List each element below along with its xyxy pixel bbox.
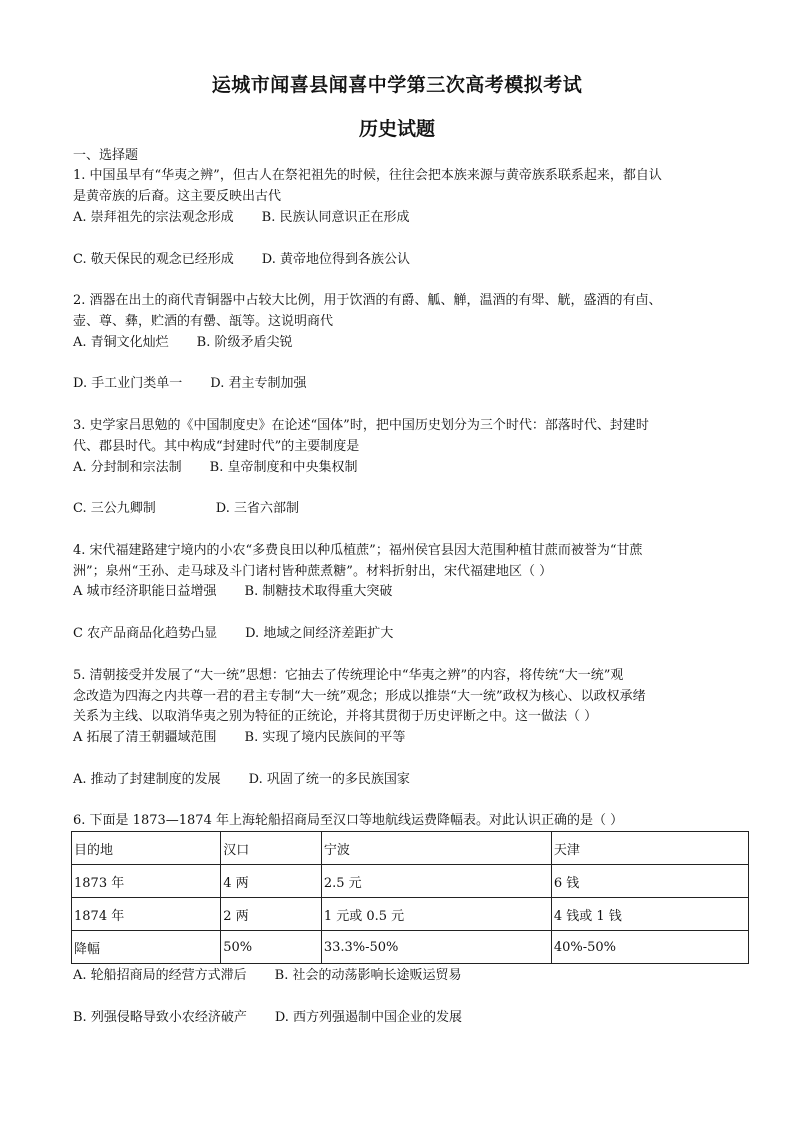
section-heading: 一、选择题 (73, 148, 139, 163)
q5-option-b: B. 实现了境内民族间的平等 (244, 730, 406, 745)
q2-stem-line-1: 2. 酒器在出土的商代青铜器中占较大比例，用于饮酒的有爵、觚、觯，温酒的有斝、觥，盛酒的有卣、 (73, 293, 662, 308)
table-cell: 降幅 (72, 931, 221, 964)
q2-option-b: B. 阶级矛盾尖锐 (196, 335, 293, 350)
table-cell: 4 两 (221, 865, 322, 898)
table-cell: 2.5 元 (321, 865, 551, 898)
table-cell: 2 两 (221, 898, 322, 931)
q4-option-c: C 农产品商品化趋势凸显 (73, 626, 218, 641)
q6-stem-line-1: 6. 下面是 1873—1874 年上海轮船招商局至汉口等地航线运费降幅表。对此认识正确的是（ ） (73, 813, 624, 828)
q6-option-a: A. 轮船招商局的经营方式滞后 (73, 968, 247, 983)
q4-options-row-1 (73, 584, 392, 600)
q5-option-a: A 拓展了清王朝疆域范围 (73, 730, 217, 745)
q1-option-c: C. 敬天保民的观念已经形成 (73, 252, 234, 267)
q6-option-b: B. 社会的动荡影响长途贩运贸易 (274, 968, 462, 983)
table-header-row (72, 832, 749, 865)
q5-stem-line-3: 关系为主线、以取消华夷之别为特征的正统论，并将其贯彻于历史评断之中。这一做法（ ） (73, 709, 598, 724)
q3-options-row-1 (73, 460, 357, 476)
q1-stem-line-2: 是黄帝族的后裔。这主要反映出古代 (73, 189, 282, 204)
table-cell: 1874 年 (72, 898, 221, 931)
q6-options-row-1 (73, 968, 461, 984)
q5-option-d: D. 巩固了统一的多民族国家 (248, 772, 410, 787)
q1-option-b: B. 民族认同意识正在形成 (261, 210, 410, 225)
q3-options-row-2 (73, 501, 299, 517)
q3-option-b: B. 皇帝制度和中央集权制 (209, 460, 358, 475)
q5-options-row-2 (73, 772, 410, 788)
q4-stem-line-2: 洲”；泉州“王孙、走马球及斗门诸村皆种蔗煮糖”。材料折射出，宋代福建地区（ ） (73, 564, 553, 579)
q2-option-a: A. 青铜文化灿烂 (73, 335, 169, 350)
q4-option-a: A 城市经济职能日益增强 (73, 584, 217, 599)
q3-stem-line-2: 代、郡县时代。其中构成“封建时代”的主要制度是 (73, 439, 360, 454)
q1-option-a: A. 崇拜祖先的宗法观念形成 (73, 210, 234, 225)
table-row (72, 931, 749, 964)
table-cell: 40%-50% (551, 931, 748, 964)
q1-option-d: D. 黄帝地位得到各族公认 (261, 252, 410, 267)
q2-options-row-2 (73, 376, 306, 392)
freight-rate-table (71, 831, 749, 964)
table-cell: 33.3%-50% (321, 931, 551, 964)
table-cell: 6 钱 (551, 865, 748, 898)
q1-options-row-1 (73, 210, 409, 226)
table-cell: 4 钱或 1 钱 (551, 898, 748, 931)
exam-title: 运城市闻喜县闻喜中学第三次高考模拟考试 (211, 74, 583, 96)
q1-options-row-2 (73, 252, 410, 268)
q6-option-d: D. 西方列强遏制中国企业的发展 (274, 1010, 463, 1025)
q2-option-c: D. 手工业门类单一 (73, 376, 183, 391)
q3-stem-line-1: 3. 史学家吕思勉的《中国制度史》在论述“国体”时，把中国历史划分为三个时代：部落时代、封建时 (73, 418, 649, 433)
q5-options-row-1 (73, 730, 405, 746)
q3-option-d: D. 三省六部制 (215, 501, 299, 516)
q5-option-c: A. 推动了封建制度的发展 (73, 772, 221, 787)
table-header-cell: 天津 (551, 832, 748, 865)
table-cell: 1873 年 (72, 865, 221, 898)
table-cell: 50% (221, 931, 322, 964)
q4-option-b: B. 制糖技术取得重大突破 (244, 584, 393, 599)
table-row (72, 898, 749, 931)
table-cell: 1 元或 0.5 元 (321, 898, 551, 931)
q2-stem-line-2: 壶、尊、彝，贮酒的有罍、瓿等。这说明商代 (73, 314, 334, 329)
q2-options-row-1 (73, 335, 292, 351)
q4-options-row-2 (73, 626, 393, 642)
exam-subtitle: 历史试题 (358, 118, 435, 140)
table-header-cell: 宁波 (321, 832, 551, 865)
q3-option-a: A. 分封制和宗法制 (73, 460, 182, 475)
q4-stem-line-1: 4. 宋代福建路建宁境内的小农“多费良田以种瓜植蔗”；福州侯官县因大范围种植甘蔗而被誉为“甘蔗 (73, 543, 643, 558)
q3-option-c: C. 三公九卿制 (73, 501, 156, 516)
table-header-cell: 汉口 (221, 832, 322, 865)
q2-option-d: D. 君主专制加强 (210, 376, 307, 391)
q4-option-d: D. 地域之间经济差距扩大 (245, 626, 394, 641)
table-header-cell: 目的地 (72, 832, 221, 865)
table-row (72, 865, 749, 898)
q6-option-c: B. 列强侵略导致小农经济破产 (73, 1010, 247, 1025)
q5-stem-line-2: 念改造为四海之内共尊一君的君主专制“大一统”观念；形成以推崇“大一统”政权为核心、以政权承绪 (73, 689, 646, 704)
q6-options-row-2 (73, 1010, 462, 1026)
q1-stem-line-1: 1. 中国虽早有“华夷之辨”，但古人在祭祀祖先的时候，往往会把本族来源与黄帝族系联系起来，都自认 (73, 168, 662, 183)
q5-stem-line-1: 5. 清朝接受并发展了“大一统”思想：它抽去了传统理论中“华夷之辨”的内容，将传统“大一统”观 (73, 668, 624, 683)
